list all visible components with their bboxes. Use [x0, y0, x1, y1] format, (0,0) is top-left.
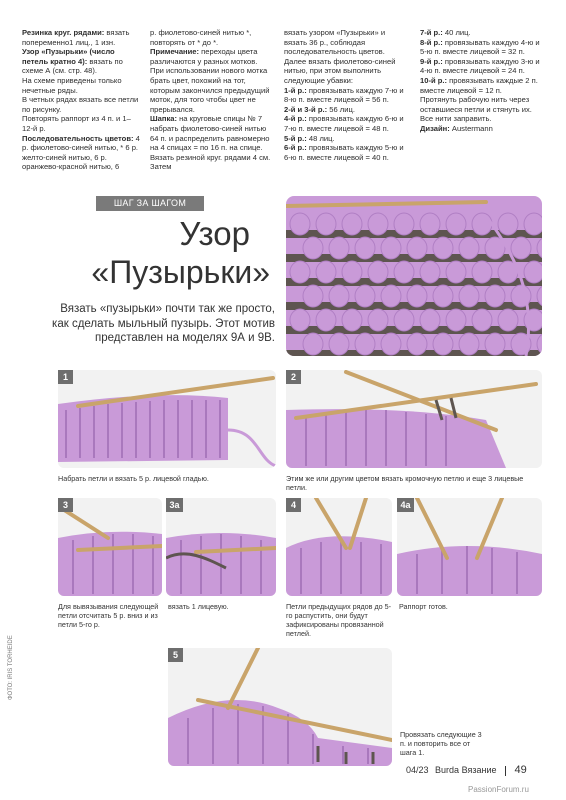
bubble-stitch — [290, 309, 310, 331]
watermark: PassionForum.ru — [468, 785, 529, 794]
bubble-stitch — [290, 213, 310, 235]
bubble-stitch — [303, 285, 323, 307]
c1-p5: Последовательность цветов: 4 р. фиолетово-синей нитью, * 6 р. желто-синей нитью, 6 р. оранжево-красной нитью, 6 — [22, 133, 140, 172]
c4-p2: 9-й р.: провязывать каждую 3-ю и 4-ю п. вместе лицевой = 24 п. — [420, 56, 540, 76]
step-5-photo — [168, 648, 392, 766]
bubble-stitch — [303, 333, 323, 355]
bubble-stitch — [381, 333, 401, 355]
bubble-stitch — [446, 309, 466, 331]
issue-number: 04/23 — [406, 765, 429, 775]
bubble-stitch — [407, 333, 427, 355]
step-4-illustration — [286, 498, 392, 596]
text-column-4 — [420, 28, 546, 134]
step-5-number: 5 — [168, 648, 183, 662]
bubble-stitch — [433, 285, 453, 307]
c1-p4: Повторять раппорт из 4 п. и 1–12-й р. — [22, 114, 131, 133]
step-4-number: 4 — [286, 498, 301, 512]
step-3-illustration — [58, 498, 162, 596]
photo-credit: ФОТО: IRIS TORHEIDE — [8, 635, 14, 700]
step-4a-caption: Раппорт готов. — [399, 602, 448, 611]
step-2-caption: Этим же или другим цветом вязать кромочную петлю и еще 3 лицевые петли. — [286, 474, 524, 492]
step-5-illustration — [168, 648, 392, 766]
c4-p3: 10-й р.: провязывать каждые 2 п. вместе лицевой = 12 п. — [420, 75, 538, 95]
bubble-stitch — [394, 309, 414, 331]
step-2-number: 2 — [286, 370, 301, 384]
bubble-stitch — [485, 333, 505, 355]
lead-paragraph: Вязать «пузырьки» почти так же просто, как сделать мыльный пузырь. Этот мотив представлен на моделях 9А и 9В. — [52, 303, 275, 344]
bubble-stitch — [394, 261, 414, 283]
text-column-1 — [22, 28, 140, 172]
bubble-stitch — [316, 309, 336, 331]
step-1-illustration — [58, 370, 276, 468]
c4-p0: 7-й р.: 40 лиц. — [420, 28, 471, 37]
bubble-stitch — [498, 309, 518, 331]
bubble-stitch — [433, 237, 453, 259]
bubble-stitch — [472, 213, 492, 235]
magazine-name: Burda Вязание — [435, 765, 497, 775]
bubble-stitch — [524, 213, 542, 235]
step-3-photo — [58, 498, 162, 596]
bubble-stitch — [433, 333, 453, 355]
step-3a-photo — [166, 498, 276, 596]
bubble-stitch — [342, 213, 362, 235]
bubble-stitch — [524, 261, 542, 283]
bubble-stitch — [316, 213, 336, 235]
step-1-number: 1 — [58, 370, 73, 384]
step-2-photo — [286, 370, 542, 468]
bubble-stitch — [446, 261, 466, 283]
bubble-stitch — [368, 309, 388, 331]
bubble-stitch — [290, 261, 310, 283]
bubble-stitch — [472, 309, 492, 331]
bubble-stitch — [368, 261, 388, 283]
bubble-stitch — [329, 333, 349, 355]
bubble-stitch — [342, 261, 362, 283]
bubble-stitch — [446, 213, 466, 235]
step-3-number: 3 — [58, 498, 73, 512]
bubble-stitch — [381, 237, 401, 259]
footer — [406, 764, 527, 776]
c3-p3: 2-й и 3-й р.: 56 лиц. — [284, 104, 355, 114]
bubble-stitch — [407, 237, 427, 259]
c2-p1: Примечание: переходы цвета различаются у разных мотков. При использовании нового мотка брать цвет, похожий на тот, которым закончился предыдущий моток, для того чтобы цвет не прерывался. — [150, 47, 270, 114]
bubble-stitch — [420, 309, 440, 331]
step-2-illustration — [286, 370, 542, 468]
c1-p0: Резинка круг. рядами: вязать попеременно1 лиц., 1 изн. — [22, 28, 130, 47]
step-3a-number: 3а — [166, 498, 183, 512]
step-1-photo — [58, 370, 276, 468]
bubble-stitch — [459, 285, 479, 307]
step-4a-illustration — [397, 498, 542, 596]
bubble-stitch — [472, 261, 492, 283]
bubble-stitch — [355, 285, 375, 307]
step-3a-caption: вязать 1 лицевую. — [168, 602, 229, 611]
c1-p1: Узор «Пузырьки» (число петель кратно 4): вязать по схеме А (см. стр. 48). — [22, 47, 123, 76]
bubble-stitch — [420, 213, 440, 235]
bubble-stitch — [316, 261, 336, 283]
swatch-illustration — [286, 196, 542, 356]
bubble-stitch — [368, 213, 388, 235]
c3-p4: 4-й р.: провязывать каждую 6-ю и 7-ю п. вместе лицевой = 48 п. — [284, 114, 404, 133]
page-number: 49 — [514, 764, 527, 776]
c3-p5: 5-й р.: 48 лиц. — [284, 133, 335, 143]
c3-p6: 6-й р.: провязывать каждую 5-ю и 6-ю п. вместе лицевой = 40 п. — [284, 143, 404, 162]
c2-p2: Шапка: на круговые спицы № 7 набрать фиолетово-синей нитью 64 п. и распределить равномерно на 4 спицах = по 16 п. на спице. Вязать резиной круг. рядами 4 см. Затем — [150, 114, 271, 172]
bubble-stitch — [355, 333, 375, 355]
c4-p5: Все нити заправить. — [420, 114, 492, 124]
article-title-line2: «Пузырьки» — [91, 254, 270, 290]
bubble-stitch — [420, 261, 440, 283]
step-4a-photo — [397, 498, 542, 596]
step-5-caption: Провязать следующие 3 п. и повторить все от шага 1. — [400, 730, 482, 757]
text-column-2 — [150, 28, 272, 172]
text-column-3 — [284, 28, 408, 162]
c3-p1: Далее вязать фиолетово-синей нитью, при этом выполнить следующие убавки: — [284, 56, 396, 85]
bubble-stitch — [329, 285, 349, 307]
section-tag: ШАГ ЗА ШАГОМ — [96, 196, 204, 211]
c3-p0: вязать узором «Пузырьки» и вязать 36 р., соблюдая последовательность цветов. — [284, 28, 386, 57]
step-3-caption: Для вывязывания следующей петли отсчитать 5 р. вниз и из петли 5-го р. — [58, 602, 159, 629]
bubble-stitch — [511, 237, 531, 259]
footer-divider — [505, 766, 506, 776]
bubble-stitch — [303, 237, 323, 259]
c4-p4: Протянуть рабочую нить через оставшиеся петли и стянуть их. — [420, 95, 532, 114]
swatch-photo — [286, 196, 542, 356]
step-1-caption: Набрать петли и вязать 5 р. лицевой гладью. — [58, 474, 209, 483]
bubble-stitch — [329, 237, 349, 259]
step-4-photo — [286, 498, 392, 596]
c4-p6: Дизайн: Austermann — [420, 123, 493, 133]
bubble-stitch — [459, 237, 479, 259]
bubble-stitch — [459, 333, 479, 355]
c4-p1: 8-й р.: провязывать каждую 4-ю и 5-ю п. вместе лицевой = 32 п. — [420, 37, 540, 57]
step-4-caption: Петли предыдущих рядов до 5-го распустить, они будут зафиксированы провязанной петлей. — [286, 602, 392, 638]
bubble-stitch — [407, 285, 427, 307]
step-3a-illustration — [166, 498, 276, 596]
c1-p3: В четных рядах вязать все петли по рисунку. — [22, 95, 139, 114]
bubble-stitch — [394, 213, 414, 235]
c1-p2: На схеме приведены только нечетные ряды. — [22, 75, 122, 95]
bubble-stitch — [381, 285, 401, 307]
bubble-stitch — [355, 237, 375, 259]
c2-p0: р. фиолетово-синей нитью *, повторять от * до *. — [150, 28, 252, 47]
bubble-stitch — [342, 309, 362, 331]
bubble-stitch — [498, 213, 518, 235]
step-4a-number: 4а — [397, 498, 414, 512]
article-title-line1: Узор — [179, 215, 250, 252]
c3-p2: 1-й р.: провязывать каждую 7-ю и 8-ю п. вместе лицевой = 56 п. — [284, 85, 404, 105]
bubble-stitch — [485, 285, 505, 307]
